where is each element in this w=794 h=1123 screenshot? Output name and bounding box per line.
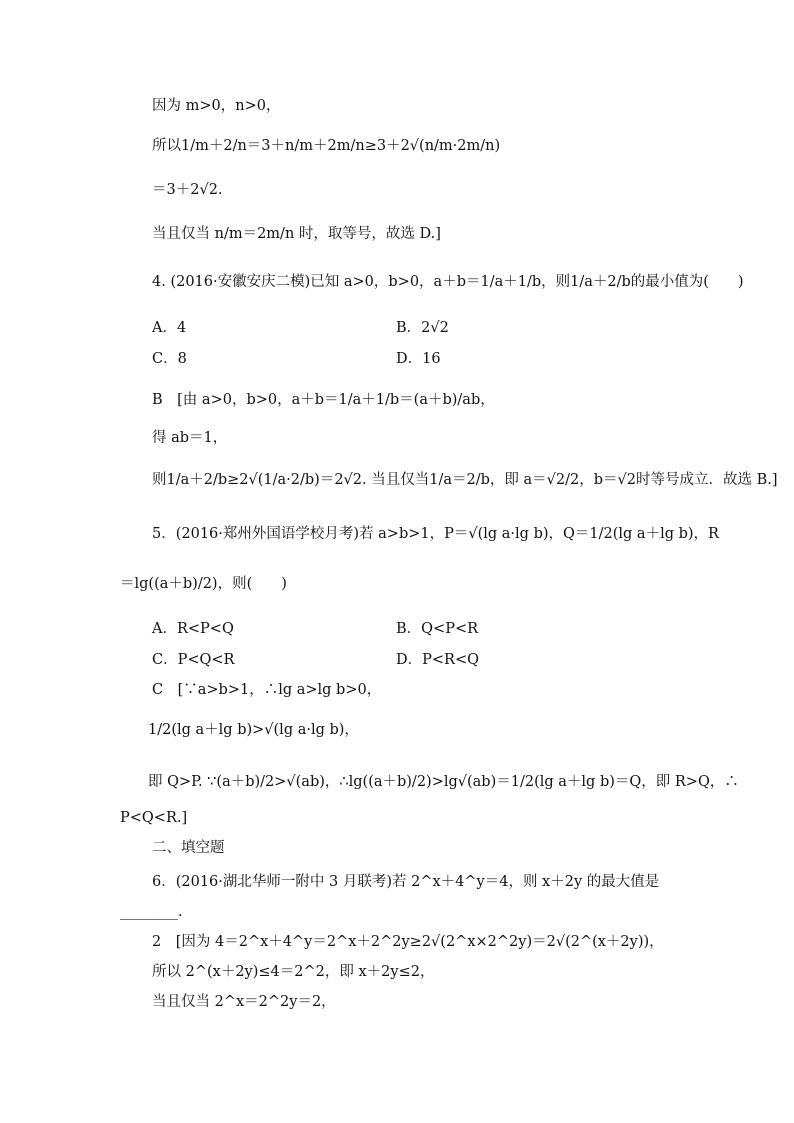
question-6-stem: 6．(2016·湖北华师一附中 3 月联考)若 2^x＋4^y＝4，则 x＋2y 的最大值是 — [152, 874, 660, 890]
section-heading: 二、填空题 — [152, 840, 225, 856]
q4-option-d: D．16 — [396, 351, 441, 367]
q5-answer-line-3: 即 Q>P. ∵(a＋b)/2>√(ab)，∴lg((a＋b)/2)>lg√(ab)＝1/2(lg a＋lg b)＝Q，即 R>Q，∴ — [148, 774, 739, 790]
question-6-blank: ________. — [120, 904, 183, 920]
q5-answer-line-1: C [∵a>b>1，∴lg a>lg b>0， — [152, 682, 382, 698]
q4-option-b: B．2√2 — [396, 320, 449, 336]
q5-answer-line-4: P<Q<R.] — [120, 810, 188, 826]
q4-answer-line-2: 得 ab＝1， — [152, 430, 228, 446]
q6-answer-line-1: 2 [因为 4＝2^x＋4^y＝2^x＋2^2y≥2√(2^x×2^2y)＝2√(2^(x＋2y))， — [152, 934, 664, 950]
question-5-stem-cont: ＝lg((a＋b)/2)，则( ) — [120, 576, 287, 592]
q5-option-d: D．P<R<Q — [396, 652, 479, 668]
question-5-stem: 5．(2016·郑州外国语学校月考)若 a>b>1，P＝√(lg a·lg b)，Q＝1/2(lg a＋lg b)，R — [152, 526, 719, 542]
q5-answer-line-2: 1/2(lg a＋lg b)>√(lg a·lg b)， — [148, 722, 359, 738]
q6-answer-line-3: 当且仅当 2^x＝2^2y＝2， — [152, 994, 336, 1010]
q4-answer-line-1: B [由 a>0，b>0，a＋b＝1/a＋1/b＝(a＋b)/ab， — [152, 392, 495, 408]
line-1: 因为 m>0，n>0， — [152, 98, 281, 114]
q5-option-a: A．R<P<Q — [152, 621, 234, 637]
q6-answer-line-2: 所以 2^(x＋2y)≤4＝2^2，即 x＋2y≤2， — [152, 964, 435, 980]
q4-option-a: A．4 — [152, 320, 187, 336]
q4-answer-line-3: 则1/a＋2/b≥2√(1/a·2/b)＝2√2. 当且仅当1/a＝2/b，即 a＝√2/2，b＝√2时等号成立．故选 B.] — [152, 472, 778, 488]
q5-option-c: C．P<Q<R — [152, 652, 235, 668]
line-4: 当且仅当 n/m＝2m/n 时，取等号，故选 D.] — [152, 226, 441, 242]
q5-option-b: B．Q<P<R — [396, 621, 479, 637]
q4-option-c: C．8 — [152, 351, 187, 367]
line-2: 所以1/m＋2/n＝3＋n/m＋2m/n≥3＋2√(n/m·2m/n) — [152, 138, 501, 154]
question-4-stem: 4. (2016·安徽安庆二模)已知 a>0，b>0，a＋b＝1/a＋1/b，则1/a＋2/b的最小值为( ) — [152, 274, 744, 290]
line-3: ＝3＋2√2. — [152, 182, 223, 198]
